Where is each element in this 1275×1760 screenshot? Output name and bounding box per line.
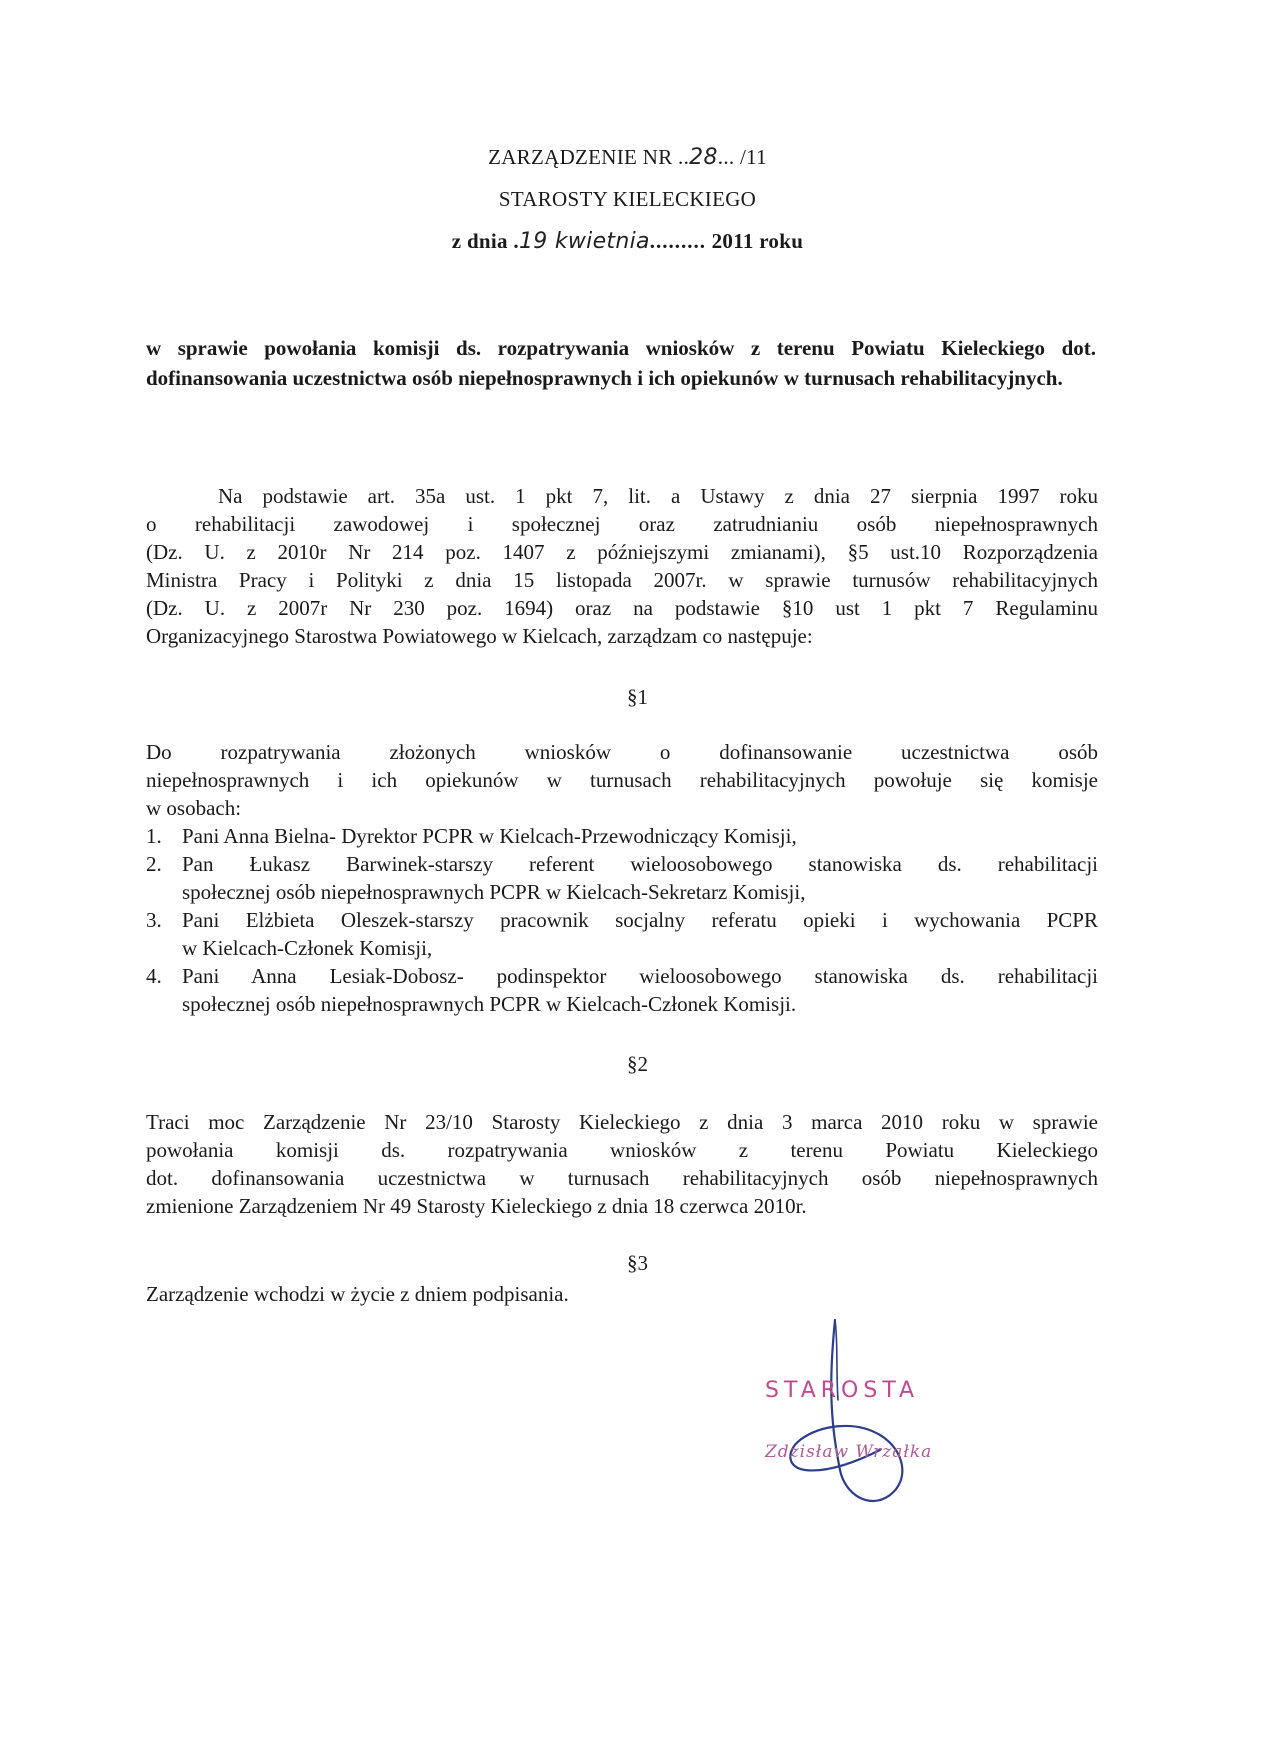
list-item-text: Pani Anna Bielna- Dyrektor PCPR w Kielcach-Przewodniczący Komisji, <box>182 824 797 848</box>
committee-members-list <box>146 822 1098 1018</box>
date-dots: ......... <box>649 229 707 253</box>
section-1-intro-line: w osobach: <box>146 796 242 820</box>
subject-heading: w sprawie powołania komisji ds. rozpatrywania wniosków z terenu Powiatu Kieleckiego dot. dofinansowania uczestnictwa osób niepełnosprawnych i ich opiekunów w turnusach rehabilitacyjnych. <box>146 336 1096 390</box>
order-number-line <box>0 145 1265 170</box>
order-number-suffix: ... /11 <box>717 145 767 169</box>
preamble-line: o rehabilitacji zawodowej i społecznej oraz zatrudnianiu osób niepełnosprawnych <box>146 512 1098 536</box>
list-item-number: 4. <box>146 964 162 988</box>
date-suffix: 2011 roku <box>706 229 804 253</box>
list-item-text: społecznej osób niepełnosprawnych PCPR w Kielcach-Członek Komisji. <box>182 992 797 1016</box>
list-item-text: Pan Łukasz Barwinek-starszy referent wieloosobowego stanowiska ds. rehabilitacji <box>182 852 1098 876</box>
preamble-line: (Dz. U. z 2007r Nr 230 poz. 1694) oraz na podstawie §10 ust 1 pkt 7 Regulaminu <box>146 596 1098 620</box>
date-prefix: z dnia . <box>451 229 519 253</box>
section-3-body <box>146 1280 1098 1308</box>
section-3-heading: §3 <box>627 1251 648 1275</box>
preamble-line: Na podstawie art. 35a ust. 1 pkt 7, lit. a Ustawy z dnia 27 sierpnia 1997 roku <box>218 484 1098 508</box>
section-2-heading: §2 <box>627 1052 648 1076</box>
order-number-prefix: ZARZĄDZENIE NR .. <box>488 145 690 169</box>
handwritten-date: 19 kwietnia <box>518 229 650 254</box>
preamble <box>146 482 1098 650</box>
preamble-line: (Dz. U. z 2010r Nr 214 poz. 1407 z późniejszymi zmianami), §5 ust.10 Rozporządzenia <box>146 540 1098 564</box>
handwritten-order-number: 28 <box>689 145 718 170</box>
list-item <box>146 906 1098 962</box>
list-item-number: 2. <box>146 852 162 876</box>
stamp-title: STAROSTA <box>765 1378 920 1403</box>
list-item <box>146 850 1098 906</box>
section-2-line: powołania komisji ds. rozpatrywania wniosków z terenu Powiatu Kieleckiego <box>146 1138 1098 1162</box>
section-2-line: zmienione Zarządzeniem Nr 49 Starosty Kieleckiego z dnia 18 czerwca 2010r. <box>146 1194 807 1218</box>
section-1-intro-line: Do rozpatrywania złożonych wniosków o dofinansowanie uczestnictwa osób <box>146 740 1098 764</box>
list-item-number: 1. <box>146 824 162 848</box>
section-2-body <box>146 1108 1098 1220</box>
list-item-text: społecznej osób niepełnosprawnych PCPR w Kielcach-Sekretarz Komisji, <box>182 880 806 904</box>
section-2-line: dot. dofinansowania uczestnictwa w turnusach rehabilitacyjnych osób niepełnosprawnych <box>146 1166 1098 1190</box>
preamble-line: Organizacyjnego Starostwa Powiatowego w Kielcach, zarządzam co następuje: <box>146 624 813 648</box>
section-1-intro-line: niepełnosprawnych i ich opiekunów w turnusach rehabilitacyjnych powołuje się komisje <box>146 768 1098 792</box>
list-item-text: Pani Elżbieta Oleszek-starszy pracownik socjalny referatu opieki i wychowania PCPR <box>182 908 1098 932</box>
date-line <box>0 229 1265 254</box>
section-3-text: Zarządzenie wchodzi w życie z dniem podpisania. <box>146 1282 569 1306</box>
issuer-line: STAROSTY KIELECKIEGO <box>498 187 757 211</box>
section-1-intro <box>146 738 1098 822</box>
section-1-heading: §1 <box>627 685 648 709</box>
handwritten-signature <box>740 1310 940 1530</box>
stamp-name: Zdzisław Wrzałka <box>765 1442 933 1462</box>
list-item <box>146 962 1098 1018</box>
list-item-number: 3. <box>146 908 162 932</box>
list-item <box>146 822 1098 850</box>
preamble-line: Ministra Pracy i Polityki z dnia 15 listopada 2007r. w sprawie turnusów rehabilitacyjnych <box>146 568 1098 592</box>
section-2-line: Traci moc Zarządzenie Nr 23/10 Starosty Kieleckiego z dnia 3 marca 2010 roku w sprawie <box>146 1110 1098 1134</box>
list-item-text: Pani Anna Lesiak-Dobosz- podinspektor wieloosobowego stanowiska ds. rehabilitacji <box>182 964 1098 988</box>
list-item-text: w Kielcach-Członek Komisji, <box>182 936 433 960</box>
